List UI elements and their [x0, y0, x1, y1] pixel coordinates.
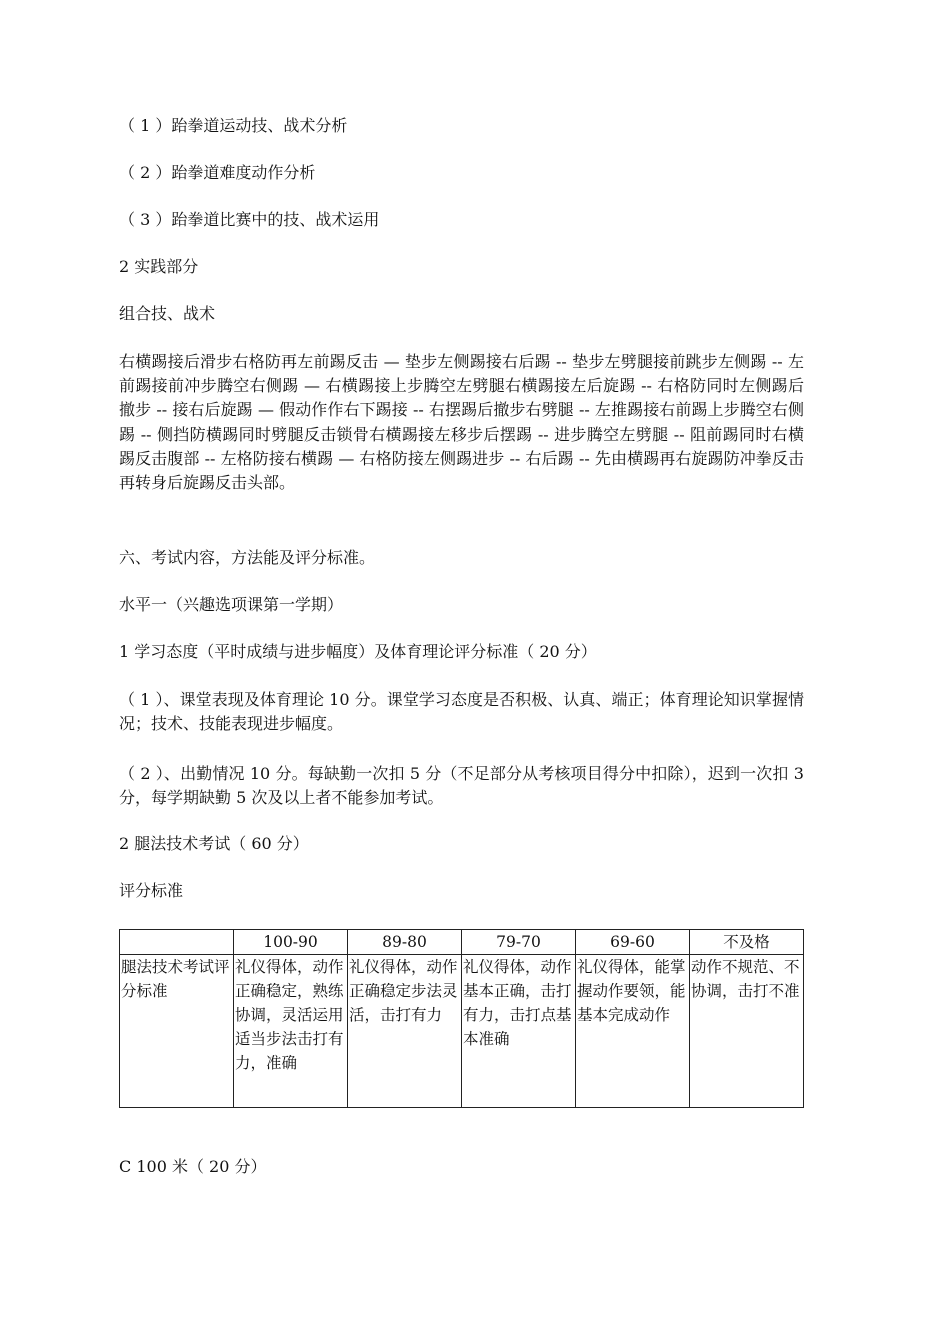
- criteria-heading: 评分标准: [119, 881, 184, 900]
- theory-item-2: （ 2 ）跆拳道难度动作分析: [119, 163, 316, 182]
- table-cell: 礼仪得体，动作正确稳定，熟练协调，灵活运用适当步法击打有力，准确: [234, 955, 348, 1108]
- table-header-row: [120, 930, 804, 955]
- attitude-heading: 1 学习态度（平时成绩与进步幅度）及体育理论评分标准（ 20 分）: [119, 642, 597, 661]
- table-cell: 礼仪得体，动作基本正确，击打有力，击打点基本准确: [462, 955, 576, 1108]
- practice-heading: 2 实践部分: [119, 257, 199, 276]
- theory-item-1: （ 1 ）跆拳道运动技、战术分析: [119, 116, 348, 135]
- table-cell: 礼仪得体，能掌握动作要领，能基本完成动作: [576, 955, 690, 1108]
- grading-table: [119, 929, 804, 1108]
- table-header-cell: 79-70: [462, 930, 576, 955]
- run-100m-heading: C 100 米（ 20 分）: [119, 1157, 267, 1176]
- table-header-cell: [120, 930, 234, 955]
- table-header-cell: 89-80: [348, 930, 462, 955]
- table-header-cell: 不及格: [690, 930, 804, 955]
- table-row: [120, 955, 804, 1108]
- attitude-paragraph-2: （ 2 ）、出勤情况 10 分。每缺勤一次扣 5 分（不足部分从考核项目得分中扣除），迟到一次扣 3 分，每学期缺勤 5 次及以上者不能参加考试。: [119, 764, 804, 808]
- level-one-heading: 水平一（兴趣选项课第一学期）: [119, 595, 344, 614]
- section-six-heading: 六、考试内容，方法能及评分标准。: [119, 548, 376, 567]
- attitude-paragraph-1: （ 1 ）、课堂表现及体育理论 10 分。课堂学习态度是否积极、认真、端正；体育理论知识掌握情况；技术、技能表现进步幅度。: [119, 690, 804, 734]
- table-cell: 礼仪得体，动作正确稳定步法灵活，击打有力: [348, 955, 462, 1108]
- table-cell: 动作不规范、不协调，击打不准: [690, 955, 804, 1108]
- table-header-cell: 100-90: [234, 930, 348, 955]
- combo-paragraph: 右横踢接后滑步右格防再左前踢反击 — 垫步左侧踢接右后踢 -- 垫步左劈腿接前跳步左侧踢 -- 左前踢接前冲步腾空右侧踢 — 右横踢接上步腾空左劈腿右横踢接左后旋踢 -- 右格防同时左侧踢后撤步 -- 接右后旋踢 — 假动作作右下踢接 -- 右摆踢后撤步右劈腿 -- 左推踢接右前踢上步腾空右侧踢 -- 侧挡防横踢同时劈腿反击锁骨右横踢接左移步后摆踢 -- 进步腾空左劈腿 -- 阻前踢同时右横踢反击腹部 -- 左格防接右横踢 — 右格防接左侧踢进步 -- 右后踢 -- 先由横踢再右旋踢防冲拳反击再转身后旋踢反击头部。: [119, 352, 804, 493]
- table-header-cell: 69-60: [576, 930, 690, 955]
- combo-heading: 组合技、战术: [119, 304, 216, 323]
- leg-exam-heading: 2 腿法技术考试（ 60 分）: [119, 834, 309, 853]
- table-cell: 腿法技术考试评分标准: [120, 955, 234, 1108]
- theory-item-3: （ 3 ）跆拳道比赛中的技、战术运用: [119, 210, 380, 229]
